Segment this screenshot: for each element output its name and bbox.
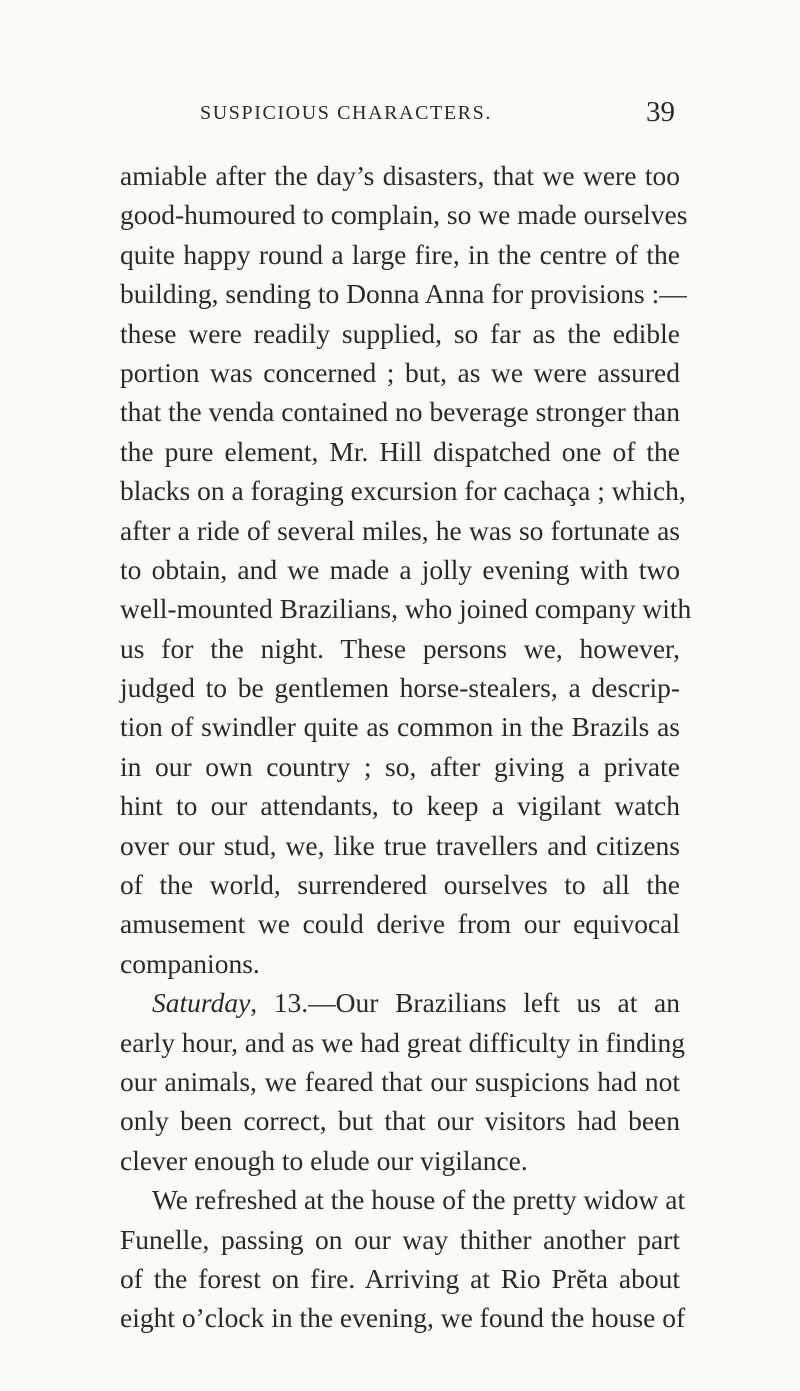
- text-line: clever enough to elude our vigilance.: [120, 1144, 528, 1176]
- text-line: the pure element, Mr. Hill dispatched one of the: [120, 435, 680, 467]
- entry-day: Saturday: [152, 987, 251, 1019]
- body-text: [120, 156, 692, 1338]
- text-line: judged to be gentlemen horse-stealers, a descrip-: [120, 672, 680, 704]
- entry-text: , 13.—Our Brazilians left us at an: [250, 987, 680, 1019]
- text-line: to obtain, and we made a jolly evening with two: [120, 553, 680, 585]
- text-line: building, sending to Donna Anna for provisions :—: [120, 278, 687, 310]
- text-line: of the world, surrendered ourselves to all the: [120, 869, 680, 901]
- text-line: amusement we could derive from our equivocal: [120, 908, 680, 940]
- text-line: early hour, and as we had great difficulty in finding: [120, 1026, 686, 1058]
- text-line: our animals, we feared that our suspicions had not: [120, 1065, 680, 1097]
- running-head: [200, 96, 675, 142]
- text-line: blacks on a foraging excursion for cachaça ; which,: [120, 475, 686, 507]
- text-line: good-humoured to complain, so we made ourselves: [120, 199, 688, 231]
- text-line: only been correct, but that our visitors had been: [120, 1105, 680, 1137]
- text-line: tion of swindler quite as common in the Brazils as: [120, 711, 680, 743]
- text-line: amiable after the day’s disasters, that we were too: [120, 160, 680, 191]
- text-line: eight o’clock in the evening, we found the house of: [120, 1302, 686, 1334]
- text-line: of the forest on fire. Arriving at Rio Prĕta about: [120, 1262, 680, 1294]
- diary-entry-line: [120, 983, 680, 1022]
- text-line: We refreshed at the house of the pretty widow at: [152, 1184, 686, 1216]
- running-title: SUSPICIOUS CHARACTERS.: [200, 102, 492, 124]
- text-line: in our own country ; so, after giving a private: [120, 750, 680, 782]
- page-number: 39: [646, 96, 675, 128]
- text-line: portion was concerned ; but, as we were assured: [120, 356, 680, 388]
- text-line: companions.: [120, 947, 260, 979]
- text-line: after a ride of several miles, he was so fortunate as: [120, 514, 680, 546]
- text-line: over our stud, we, like true travellers and citizens: [120, 829, 680, 861]
- text-line: these were readily supplied, so far as the edible: [120, 317, 680, 349]
- text-line: that the venda contained no beverage stronger than: [120, 396, 680, 428]
- text-line: well-mounted Brazilians, who joined company with: [120, 593, 692, 625]
- text-line: hint to our attendants, to keep a vigilant watch: [120, 790, 680, 822]
- text-line: Funelle, passing on our way thither another part: [120, 1223, 680, 1255]
- text-line: us for the night. These persons we, however,: [120, 632, 680, 664]
- text-line: quite happy round a large fire, in the centre of the: [120, 238, 680, 270]
